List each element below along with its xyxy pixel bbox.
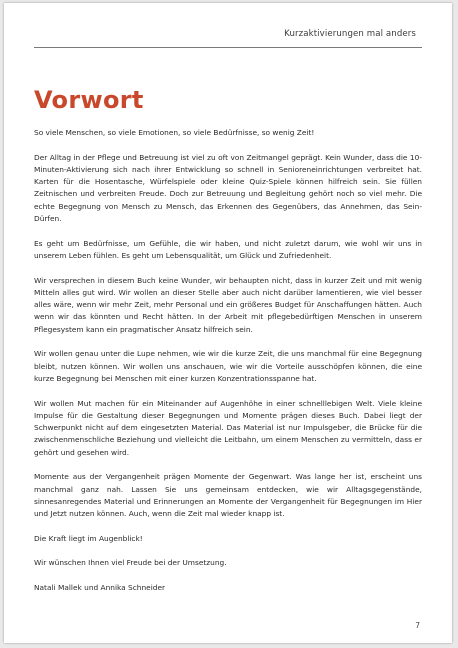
page-number: 7 [415,621,420,630]
page-title: Vorwort [34,86,144,114]
paragraph: Wir versprechen in diesem Buch keine Wunder, wir behaupten nicht, dass in kurzer Zeit und mit wenig Mitteln alles gut wird. Wir wollen an dieser Stelle aber auch nicht darüber lamentieren, wie viel besser alles wäre, wenn wir mehr Zeit, mehr Personal und ein größeres Budget für Anschaffungen hätten. Auch wenn wir das könnten und Recht hätten. In der Arbeit mit pflegebedürftigen Menschen in unserem Pflegesystem kann ein pragmatischer Ansatz hilfreich sein. [34,275,422,334]
body-text [34,127,422,607]
book-page [4,3,452,643]
paragraph: Momente aus der Vergangenheit prägen Momente der Gegenwart. Was lange her ist, erscheint uns manchmal ganz nah. Lassen Sie uns gemeinsam entdecken, wie wir Alltagsgegenstände, sinnesanregendes Material und Erinnerungen an Momente der Vergangenheit für Begegnungen im Hier und Jetzt nutzen können. Auch, wenn die Zeit mal wieder knapp ist. [34,472,422,519]
paragraph: Wir wünschen Ihnen viel Freude bei der Umsetzung. [34,558,227,568]
running-header: Kurzaktivierungen mal anders [284,29,416,39]
signature-line: Natali Mallek und Annika Schneider [34,582,166,592]
paragraph: Es geht um Bedürfnisse, um Gefühle, die wir haben, und nicht zuletzt darum, wie wohl wir uns in unserem Leben fühlen. Es geht um Lebensqualität, um Glück und Zufriedenheit. [34,238,422,260]
paragraph: Wir wollen genau unter die Lupe nehmen, wie wir die kurze Zeit, die uns manchmal für eine Begegnung bleibt, nutzen können. Wir wollen uns anschauen, wie wir die Vorteile ausschöpfen können, die eine kurze Begegnung bei Menschen mit einer kurzen Konzentrationsspanne hat. [34,349,422,383]
paragraph: Die Kraft liegt im Augenblick! [34,533,143,543]
header-divider [34,47,422,48]
paragraph: Der Alltag in der Pflege und Betreuung ist viel zu oft von Zeitmangel geprägt. Kein Wunder, dass die 10-Minuten-Aktivierung sich nach ihrer Entwicklung so schnell in Senioreneinrichtungen verbreitet hat. Karten für die Hosentasche, Würfelspiele oder kleine Quiz-Spiele können hilfreich sein. Sie füllen Zeitnischen und verbreiten Freude. Doch zur Betreuung und Begleitung gehört noch so viel mehr. Die echte Begegnung von Mensch zu Mensch, das Erkennen des Gegenübers, das Annehmen, das Sein-Dürfen. [34,152,422,224]
paragraph: So viele Menschen, so viele Emotionen, so viele Bedürfnisse, so wenig Zeit! [34,128,315,137]
paragraph: Wir wollen Mut machen für ein Miteinander auf Augenhöhe in einer schnelllebigen Welt. Viele kleine Impulse für die Gestaltung dieser Begegnungen und Momente prägen dieses Buch. Dabei liegt der Schwerpunkt nicht auf dem eingesetzten Material. Das Material ist nur Impulsgeber, die Brücke für die zwischenmenschliche Beziehung und vielleicht die Leitbahn, um einem Menschen zu vermitteln, dass er gehört und gesehen wird. [34,398,422,457]
